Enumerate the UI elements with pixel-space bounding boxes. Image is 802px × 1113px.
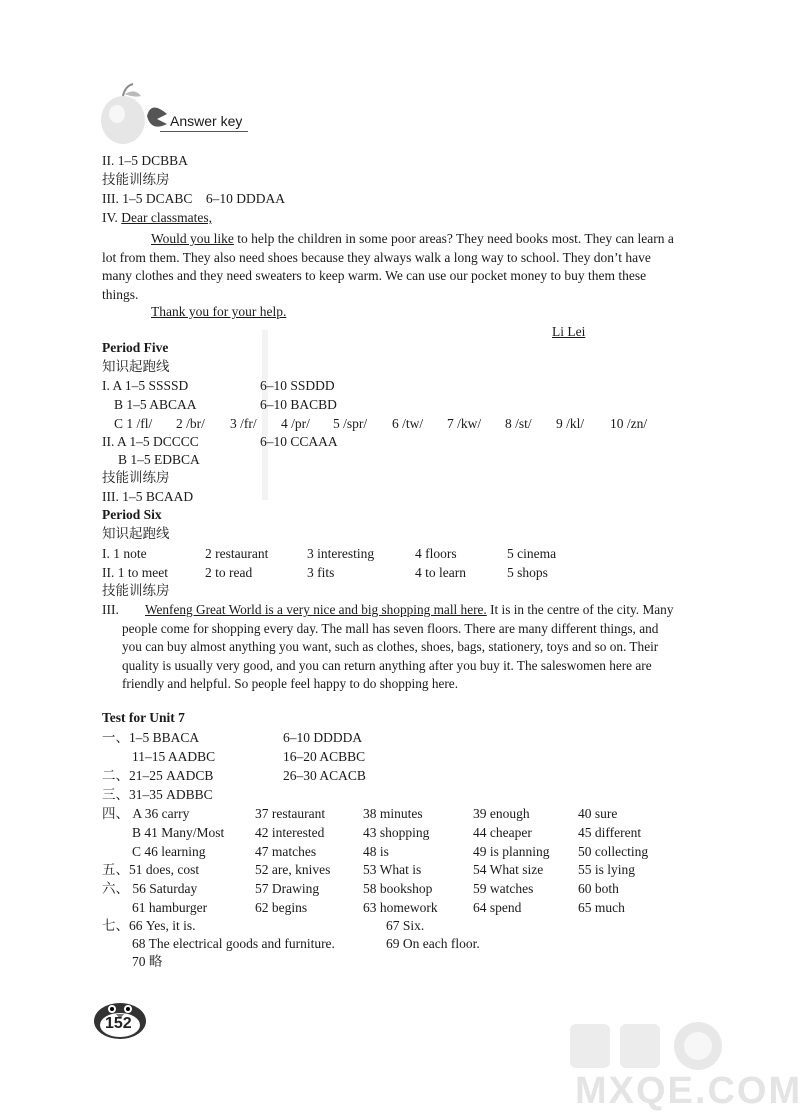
answer-cell: 42 interested: [255, 825, 325, 840]
answer-cell: 54 What size: [473, 862, 544, 877]
answer-cell: 五、51 does, cost: [102, 862, 200, 877]
answer-cell: 52 are, knives: [255, 862, 331, 877]
answer-cell: 45 different: [578, 825, 642, 840]
answer-cell: 44 cheaper: [473, 825, 532, 840]
answer-cell: 3 interesting: [307, 546, 375, 561]
answer-line: 七、66 Yes, it is.: [102, 918, 196, 933]
answer-line: 67 Six.: [386, 918, 425, 933]
section-subtitle: 知识起跑线: [102, 359, 170, 374]
header-title: Answer key: [170, 113, 243, 129]
answer-line: II. A 1–5 DCCCC: [102, 434, 199, 449]
answer-cell: 40 sure: [578, 806, 618, 821]
phonics-answer: 5 /spr/: [333, 416, 368, 431]
answer-cell: 39 enough: [473, 806, 530, 821]
answer-line: 70 略: [132, 954, 163, 969]
answer-cell: 55 is lying: [578, 862, 636, 877]
answer-cell: 61 hamburger: [132, 900, 208, 915]
answer-cell: 四、 A 36 carry: [102, 806, 190, 821]
answer-cell: 5 shops: [507, 565, 548, 580]
answer-cell: 4 floors: [415, 546, 457, 561]
composition-paragraph: Wenfeng Great World is a very nice and big shopping mall here. It is in the centre of the city. Many people come for shopping every day. The mall has seven floors. There are many different things, and you can buy almost anything you want, such as clothes, shoes, bags, stationery, toys and so on. Their quality is usually very good, and you can return anything after you buy it. The saleswomen here are friendly and helpful. So people feel happy to do shopping here.: [122, 602, 674, 691]
phonics-answer: 10 /zn/: [610, 416, 648, 431]
letter-signature: Li Lei: [552, 324, 586, 339]
answer-cell: 57 Drawing: [255, 881, 320, 896]
section-subtitle: 知识起跑线: [102, 526, 170, 541]
answer-cell: 60 both: [578, 881, 619, 896]
answer-cell: 2 restaurant: [205, 546, 269, 561]
phonics-answer: 7 /kw/: [447, 416, 482, 431]
answer-line: 6–10 SSDDD: [260, 378, 335, 393]
answer-line: B 1–5 EDBCA: [118, 452, 200, 467]
answer-line: 6–10 BACBD: [260, 397, 337, 412]
section-title: Test for Unit 7: [102, 710, 185, 725]
answer-cell: 53 What is: [363, 862, 422, 877]
answer-line: 69 On each floor.: [386, 936, 480, 951]
apple-logo-icon: [95, 82, 175, 157]
answer-line: I. A 1–5 SSSSD: [102, 378, 189, 393]
answer-line: III. 1–5 BCAAD: [102, 489, 194, 504]
answer-line: 三、31–35 ADBBC: [102, 787, 213, 802]
section-title: Period Five: [102, 340, 169, 355]
letter-body: Would you like to help the children in some poor areas? They need books most. They can learn a lot from them. They also need shoes because they always walk a long way to school. They don’t have many clothes and they need sweaters to keep warm. We can use our pocket money to buy them these things.: [102, 231, 674, 302]
answer-line: 68 The electrical goods and furniture.: [132, 936, 335, 951]
answer-line: 11–15 AADBC: [132, 749, 216, 764]
answer-cell: 48 is: [363, 844, 389, 859]
phonics-answer: 3 /fr/: [230, 416, 257, 431]
answer-line: II. 1–5 DCBBA: [102, 153, 188, 168]
phonics-answer: 6 /tw/: [392, 416, 424, 431]
answer-cell: 六、 56 Saturday: [102, 881, 198, 896]
answer-line: B 1–5 ABCAA: [114, 397, 197, 412]
answer-line: 6–10 CCAAA: [260, 434, 338, 449]
phonics-answer: 2 /br/: [176, 416, 205, 431]
answer-cell: 64 spend: [473, 900, 522, 915]
phonics-answer: C 1 /fl/: [114, 416, 153, 431]
answer-line: 16–20 ACBBC: [283, 749, 366, 764]
answer-cell: 5 cinema: [507, 546, 557, 561]
answer-cell: 63 homework: [363, 900, 438, 915]
header-divider: [160, 131, 248, 132]
answer-cell: I. 1 note: [102, 546, 147, 561]
answer-cell: 4 to learn: [415, 565, 466, 580]
answer-cell: 37 restaurant: [255, 806, 326, 821]
answer-cell: 43 shopping: [363, 825, 430, 840]
phonics-answer: 8 /st/: [505, 416, 532, 431]
answer-cell: 38 minutes: [363, 806, 423, 821]
answer-cell: 49 is planning: [473, 844, 550, 859]
letter-greeting: IV. Dear classmates,: [102, 210, 212, 225]
phonics-answer: 4 /pr/: [281, 416, 310, 431]
letter-closing: Thank you for your help.: [151, 304, 287, 319]
answer-cell: 2 to read: [205, 565, 253, 580]
watermark-text: MXQE.COM: [575, 1070, 802, 1112]
answer-cell: B 41 Many/Most: [132, 825, 225, 840]
answer-cell: 3 fits: [307, 565, 335, 580]
section-subtitle: 技能训练房: [102, 583, 170, 598]
answer-cell: 47 matches: [255, 844, 317, 859]
section-subtitle: 技能训练房: [102, 172, 170, 187]
answer-cell: 50 collecting: [578, 844, 649, 859]
answer-cell: 58 bookshop: [363, 881, 433, 896]
answer-cell: II. 1 to meet: [102, 565, 168, 580]
paragraph-number: III.: [102, 602, 119, 617]
binding-shadow: [262, 330, 268, 500]
section-subtitle: 技能训练房: [102, 470, 170, 485]
page-number: 152: [105, 1015, 132, 1032]
answer-line: 一、1–5 BBACA: [102, 730, 200, 745]
section-title: Period Six: [102, 507, 162, 522]
answer-line: 二、21–25 AADCB: [102, 768, 214, 783]
answer-cell: 59 watches: [473, 881, 534, 896]
answer-line: 6–10 DDDDA: [283, 730, 363, 745]
answer-line: III. 1–5 DCABC 6–10 DDDAA: [102, 191, 285, 206]
answer-cell: 62 begins: [255, 900, 308, 915]
answer-line: 26–30 ACACB: [283, 768, 366, 783]
phonics-answer: 9 /kl/: [556, 416, 585, 431]
answer-cell: 65 much: [578, 900, 625, 915]
answer-cell: C 46 learning: [132, 844, 206, 859]
